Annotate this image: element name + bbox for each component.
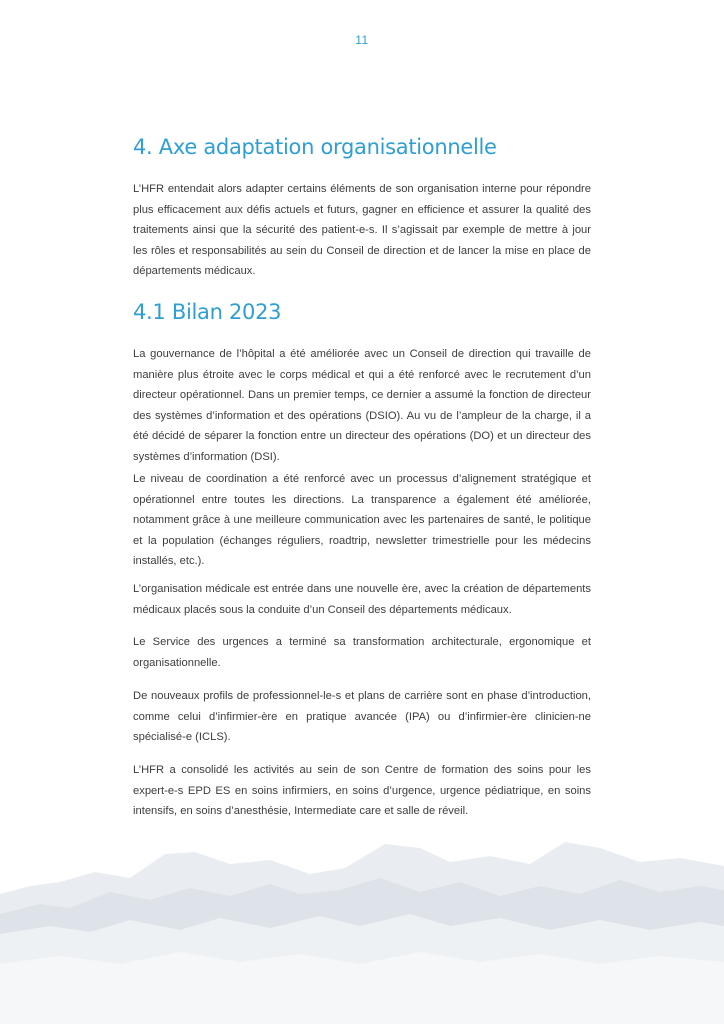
page-number: 11: [355, 33, 369, 47]
section-heading: 4. Axe adaptation organisationnelle: [133, 135, 497, 159]
paragraph-emergency-service: Le Service des urgences a terminé sa transformation architecturale, ergonomique et organisationnelle.: [133, 636, 591, 669]
paragraph-medical-organisation: L’organisation médicale est entrée dans une nouvelle ère, avec la création de départements médicaux placés sous la conduite d’un Conseil des départements médicaux.: [133, 583, 591, 616]
section-intro-paragraph: L’HFR entendait alors adapter certains éléments de son organisation interne pour répondre plus efficacement aux défis actuels et futurs, gagner en efficience et assurer la qualité des traitements ainsi que la sécurité des patient-e-s. Il s’agissait par exemple de mettre à jour les rôles et responsabilités au sein du Conseil de direction et de lancer la mise en place de départements médicaux.: [133, 183, 591, 277]
paragraph-training-centre: L’HFR a consolidé les activités au sein de son Centre de formation des soins pour les expert-e-s EPD ES en soins infirmiers, en soins d’urgence, urgence pédiatrique, en soins intensifs, en soins d’anesthésie, Intermediate care et salle de réveil.: [133, 764, 591, 817]
subsection-heading: 4.1 Bilan 2023: [133, 300, 282, 324]
paragraph-coordination: Le niveau de coordination a été renforcé avec un processus d’alignement stratégique et opérationnel entre toutes les directions. La transparence a également été améliorée, notamment grâce à une meilleure communication avec les partenaires de santé, le politique et la population (échanges réguliers, roadtrip, newsletter trimestrielle pour les médecins installés, etc.).: [133, 473, 591, 567]
paragraph-new-profiles: De nouveaux profils de professionnel-le-s et plans de carrière sont en phase d’introduction, comme celui d’infirmier-ère en pratique avancée (IPA) ou d’infirmier-ère clinicien-ne spécialisé-e (ICLS).: [133, 690, 591, 743]
mountain-landscape-decoration: [0, 834, 724, 1024]
paragraph-governance: La gouvernance de l’hôpital a été améliorée avec un Conseil de direction qui travaille de manière plus étroite avec le corps médical et qui a été renforcé avec le recrutement d’un directeur opérationnel. Dans un premier temps, ce dernier a assumé la fonction de directeur des systèmes d’information et des opérations (DSIO). Au vu de l’ampleur de la charge, il a été décidé de séparer la fonction entre un directeur des opérations (DO) et un directeur des systèmes d’information (DSI).: [133, 348, 591, 463]
